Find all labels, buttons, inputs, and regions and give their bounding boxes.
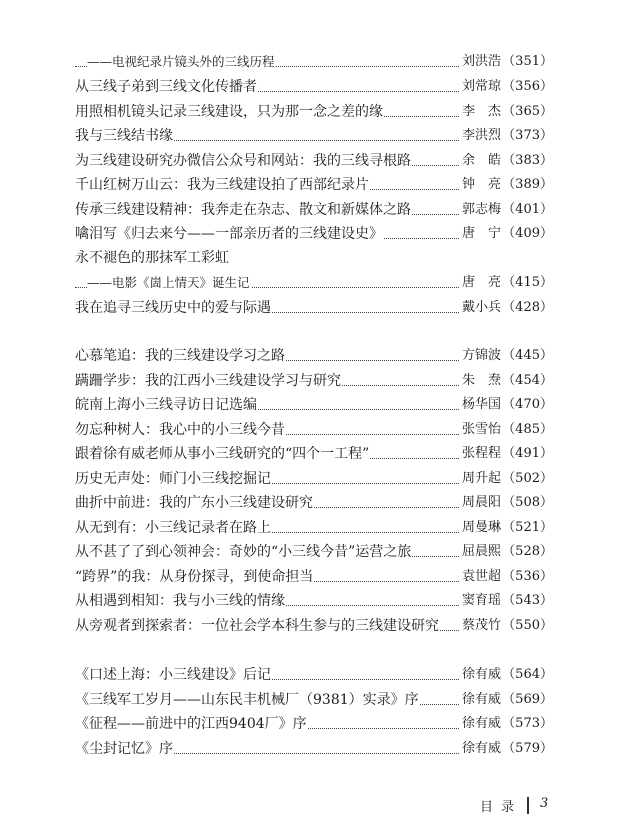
- toc-entry-page: （454）: [502, 373, 553, 388]
- toc-entry[interactable]: [75, 345, 553, 367]
- toc-entry-page: （383）: [502, 153, 553, 168]
- toc-entry[interactable]: [75, 370, 553, 392]
- toc-entry[interactable]: [75, 76, 553, 98]
- toc-entry[interactable]: [75, 223, 553, 245]
- footer-section-label: 目录: [480, 800, 523, 815]
- toc-entry-page: （508）: [502, 495, 553, 510]
- toc-entry[interactable]: [75, 297, 553, 319]
- toc-entry-page: （528）: [502, 544, 553, 559]
- footer-separator: [527, 797, 529, 814]
- toc-entry-title: 蹒跚学步：我的江西小三线建设学习与研究: [75, 370, 342, 392]
- toc-entry-author: 张雪怡: [462, 419, 512, 441]
- toc-entry-author: 徐有威: [462, 738, 512, 760]
- toc-entry[interactable]: [75, 615, 553, 637]
- toc-entry-author: 刘常琼: [462, 76, 512, 98]
- toc-entry-page: （573）: [502, 716, 553, 731]
- footer-page-number: 3: [540, 796, 549, 811]
- toc-entry-title: 传承三线建设精神：我奔走在杂志、散文和新媒体之路: [75, 199, 412, 221]
- toc-entry-author: 袁世超: [462, 566, 512, 588]
- toc-entry[interactable]: [75, 738, 553, 760]
- toc-entry-title: 从旁观者到探索者：一位社会学本科生参与的三线建设研究: [75, 615, 440, 637]
- toc-entry[interactable]: [75, 51, 553, 73]
- toc-entry[interactable]: [75, 174, 553, 196]
- toc-entry[interactable]: [75, 468, 553, 490]
- toc-entry-title: 勿忘种树人：我心中的小三线今昔: [75, 419, 286, 441]
- toc-entry-author: 戴小兵: [462, 297, 512, 319]
- toc-entry[interactable]: [75, 272, 553, 294]
- toc-entry-author: 蔡茂竹: [462, 615, 512, 637]
- toc-entry-page: （536）: [502, 569, 553, 584]
- toc-entry[interactable]: [75, 101, 553, 123]
- toc-entry-title: 千山红树万山云：我为三线建设拍了西部纪录片: [75, 174, 370, 196]
- toc-entry-page: （415）: [502, 275, 553, 290]
- toc-entry-page: （569）: [502, 692, 553, 707]
- toc-entry[interactable]: [75, 492, 553, 514]
- toc-entry-title: 《尘封记忆》序: [75, 738, 174, 760]
- toc-entry-page: （470）: [502, 397, 553, 412]
- toc-entry-author: 李洪烈: [462, 125, 512, 147]
- toc-entry-author: 周曼琳: [462, 517, 512, 539]
- toc-entry-title: 我在追寻三线历史中的爱与际遇: [75, 297, 272, 319]
- toc-entry[interactable]: [75, 247, 553, 269]
- toc-entry-author: 徐有威: [462, 689, 512, 711]
- toc-entry[interactable]: [75, 541, 553, 563]
- toc-entry-page: （373）: [502, 128, 553, 143]
- toc-entry-page: （351）: [502, 54, 553, 69]
- toc-entry-title: 《三线军工岁月——山东民丰机械厂（9381）实录》序: [75, 689, 420, 711]
- toc-entry-title: 跟着徐有威老师从事小三线研究的“四个一工程”: [75, 443, 370, 465]
- toc-entry-author: 徐有威: [462, 664, 512, 686]
- toc-entry-title: 从不甚了了到心领神会：奇妙的“小三线今昔”运营之旅: [75, 541, 412, 563]
- toc-entry-page: （485）: [502, 422, 553, 437]
- toc-entry-page: （445）: [502, 348, 553, 363]
- toc-entry[interactable]: [75, 566, 553, 588]
- toc-entry[interactable]: [75, 125, 553, 147]
- toc-entry-subtitle: ——电视纪录片镜头外的三线历程: [87, 51, 276, 73]
- toc-entry-page: （564）: [502, 667, 553, 682]
- toc-entry-title: 用照相机镜头记录三线建设，只为那一念之差的缘: [75, 101, 384, 123]
- toc-entry-title: 曲折中前进：我的广东小三线建设研究: [75, 492, 314, 514]
- toc-entry[interactable]: [75, 443, 553, 465]
- toc-entry[interactable]: [75, 150, 553, 172]
- toc-entry-title: 永不褪色的那抹军工彩虹: [75, 247, 230, 269]
- toc-entry-author: 余 皓: [462, 150, 512, 172]
- toc-entry-author: 屈晨熙: [462, 541, 512, 563]
- toc-entry-author: 周晨阳: [462, 492, 512, 514]
- toc-entry-page: （428）: [502, 300, 553, 315]
- toc-entry-page: （365）: [502, 104, 553, 119]
- toc-entry-author: 徐有威: [462, 713, 512, 735]
- toc-entry-title: “跨界”的我：从身份探寻，到使命担当: [75, 566, 314, 588]
- toc-entry-page: （401）: [502, 202, 553, 217]
- toc-entry-page: （409）: [502, 226, 553, 241]
- toc-entry-title: 从相遇到相知：我与小三线的情缘: [75, 590, 286, 612]
- toc-entry[interactable]: [75, 689, 553, 711]
- toc-entry-author: 杨华国: [462, 394, 512, 416]
- toc-entry[interactable]: [75, 394, 553, 416]
- toc-entry-page: （502）: [502, 471, 553, 486]
- toc-entry[interactable]: [75, 664, 553, 686]
- toc-entry[interactable]: [75, 713, 553, 735]
- toc-entry[interactable]: [75, 419, 553, 441]
- toc-entry-author: 周升起: [462, 468, 512, 490]
- toc-entry-page: （579）: [502, 741, 553, 756]
- toc-entry-title: 噙泪写《归去来兮——一部亲历者的三线建设史》: [75, 223, 384, 245]
- toc-entry-page: （521）: [502, 520, 553, 535]
- toc-entry[interactable]: [75, 199, 553, 221]
- toc-entry-title: 历史无声处：师门小三线挖掘记: [75, 468, 272, 490]
- toc-entry[interactable]: [75, 590, 553, 612]
- toc-entry-author: 窦育瑶: [462, 590, 512, 612]
- toc-entry-title: 心慕笔追：我的三线建设学习之路: [75, 345, 286, 367]
- toc-entry-page: （356）: [502, 79, 553, 94]
- toc-entry[interactable]: [75, 517, 553, 539]
- toc-entry-author: 李 杰: [462, 101, 512, 123]
- toc-entry-author: 刘洪浩: [462, 51, 512, 73]
- toc-entry-author: 唐 宁: [462, 223, 512, 245]
- toc-entry-title: 皖南上海小三线寻访日记选编: [75, 394, 258, 416]
- toc-entry-title: 我与三线结书缘: [75, 125, 174, 147]
- toc-entry-page: （543）: [502, 593, 553, 608]
- toc-entry-page: （550）: [502, 618, 553, 633]
- toc-entry-page: （491）: [502, 446, 553, 461]
- toc-entry-page: （389）: [502, 177, 553, 192]
- toc-entry-title: 《征程——前进中的江西9404厂》序: [75, 713, 308, 735]
- toc-entry-author: 张程程: [462, 443, 512, 465]
- toc-entry-author: 郭志梅: [462, 199, 512, 221]
- toc-entry-title: 从三线子弟到三线文化传播者: [75, 76, 258, 98]
- toc-entry-title: 从无到有：小三线记录者在路上: [75, 517, 272, 539]
- toc-entry-subtitle: ——电影《崮上情天》诞生记: [87, 272, 251, 294]
- toc-entry-author: 朱 焘: [462, 370, 512, 392]
- toc-entry-title: 为三线建设研究办微信公众号和网站：我的三线寻根路: [75, 150, 412, 172]
- toc-entry-author: 唐 亮: [462, 272, 512, 294]
- toc-entry-author: 钟 亮: [462, 174, 512, 196]
- toc-entry-title: 《口述上海：小三线建设》后记: [75, 664, 272, 686]
- toc-entry-author: 方锦波: [462, 345, 512, 367]
